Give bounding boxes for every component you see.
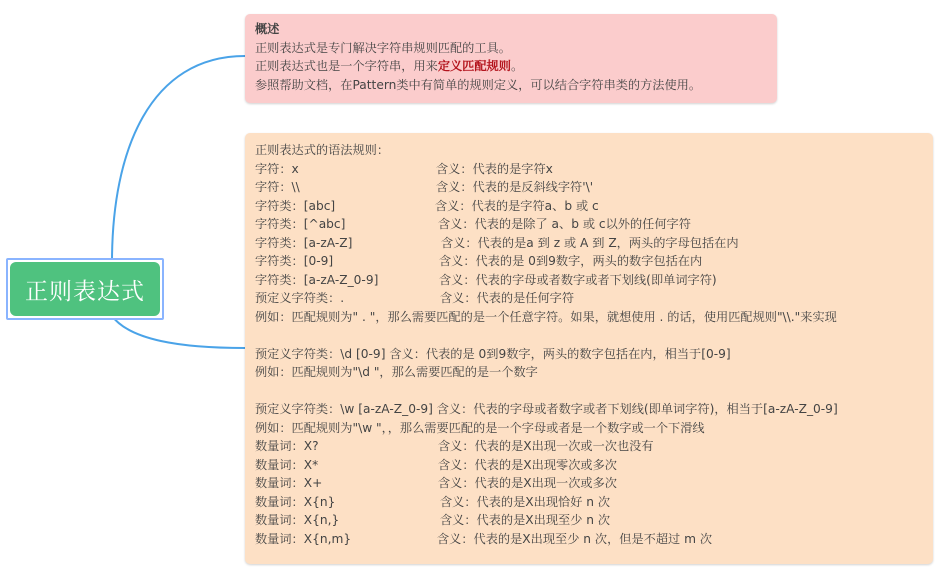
rule-meaning: 含义：代表的字母或者数字或者下划线(即单词字符)	[439, 272, 717, 287]
rule-meaning: 含义：代表的是 0到9数字，两头的数字包括在内	[439, 254, 703, 268]
connector-to-summary	[112, 56, 245, 262]
rule-row	[255, 289, 923, 308]
rule-row	[255, 271, 923, 290]
rule-meaning: 含义：代表的是任何字符	[440, 291, 575, 305]
rule-row	[255, 530, 923, 549]
rule-term: 字符：x	[255, 161, 299, 176]
rule-row	[255, 437, 923, 456]
rule-term: 数量词：X{n,}	[255, 513, 340, 527]
rule-row	[255, 160, 923, 179]
rule-row	[255, 474, 923, 493]
rule-term: 字符：\\	[255, 180, 300, 194]
rule-meaning: 含义：代表的是除了 a、b 或 c以外的任何字符	[438, 217, 691, 231]
rule-meaning: 含义：代表的是a 到 z 或 A 到 Z，两头的字母包括在内	[441, 235, 739, 250]
rule-term: 数量词：X{n}	[255, 494, 336, 509]
syntax-rules-topic[interactable]	[245, 133, 933, 564]
rule-term: 字符类：[0-9]	[255, 254, 334, 268]
spacer	[255, 326, 923, 345]
root-node[interactable]	[10, 262, 160, 316]
rule-meaning: 含义：代表的是反斜线字符'\'	[436, 180, 594, 194]
connector-to-rules	[112, 316, 245, 348]
rule-row	[255, 252, 923, 271]
rule-term: 预定义字符类：.	[255, 291, 345, 305]
rule-digit-class: 预定义字符类：\d [0-9] 含义：代表的是 0到9数字，两头的数字包括在内，相当于[0-9]	[255, 346, 731, 361]
rule-meaning: 含义：代表的是X出现一次或一次也没有	[438, 439, 654, 453]
rule-row	[255, 215, 923, 234]
rules-group-1	[255, 160, 923, 308]
rule-meaning: 含义：代表的是X出现一次或多次	[438, 476, 617, 490]
rule-term: 字符类：[a-zA-Z_0-9]	[255, 272, 379, 287]
rule-row	[255, 178, 923, 197]
rule-term: 数量词：X{n,m}	[255, 531, 352, 546]
rule-row	[255, 511, 923, 530]
rule-word-class: 预定义字符类：\w [a-zA-Z_0-9] 含义：代表的字母或者数字或者下划线(即单词字符)，相当于[a-zA-Z_0-9]	[255, 402, 838, 416]
rules-group-quantifiers	[255, 437, 923, 548]
spacer	[255, 382, 923, 401]
rule-row	[255, 493, 923, 512]
rule-meaning: 含义：代表的是字符a、b 或 c	[435, 198, 599, 213]
root-node-label: 正则表达式	[25, 278, 145, 305]
summary-line-2	[255, 57, 767, 76]
summary-line-1: 正则表达式是专门解决字符串规则匹配的工具。	[255, 40, 511, 55]
summary-line-2-prefix: 正则表达式也是一个字符串，用来	[255, 59, 438, 73]
example-any-char: 例如：匹配规则为" . "，那么需要匹配的是一个任意字符。如果，就想使用 . 的话，使用匹配规则"\\."来实现	[255, 309, 837, 324]
rule-meaning: 含义：代表的是X出现至少 n 次	[440, 513, 611, 527]
example-word: 例如：匹配规则为"\w "，，那么需要匹配的是一个字母或者是一个数字或一个下滑线	[255, 420, 705, 435]
rule-meaning: 含义：代表的是字符x	[436, 161, 553, 176]
rule-meaning: 含义：代表的是X出现至少 n 次，但是不超过 m 次	[437, 531, 713, 546]
rule-term: 字符类：[^abc]	[255, 217, 346, 231]
summary-topic[interactable]	[245, 14, 777, 103]
rule-term: 数量词：X*	[255, 457, 319, 472]
rule-term: 数量词：X+	[255, 476, 323, 490]
rules-heading: 正则表达式的语法规则：	[255, 143, 390, 157]
rule-term: 数量词：X?	[255, 439, 319, 453]
rule-term: 字符类：[abc]	[255, 198, 336, 213]
rule-row	[255, 234, 923, 253]
summary-line-3: 参照帮助文档，在Pattern类中有简单的规则定义，可以结合字符串类的方法使用。	[255, 77, 702, 92]
rule-row	[255, 197, 923, 216]
summary-line-2-suffix: 。	[510, 59, 524, 73]
rule-row	[255, 456, 923, 475]
summary-title: 概述	[255, 22, 280, 36]
example-digit: 例如：匹配规则为"\d "，那么需要匹配的是一个数字	[255, 365, 538, 379]
rule-term: 字符类：[a-zA-Z]	[255, 235, 353, 250]
rule-meaning: 含义：代表的是X出现恰好 n 次	[440, 494, 611, 509]
summary-line-2-emphasis: 定义匹配规则	[437, 59, 511, 73]
rule-meaning: 含义：代表的是X出现零次或多次	[438, 457, 617, 472]
